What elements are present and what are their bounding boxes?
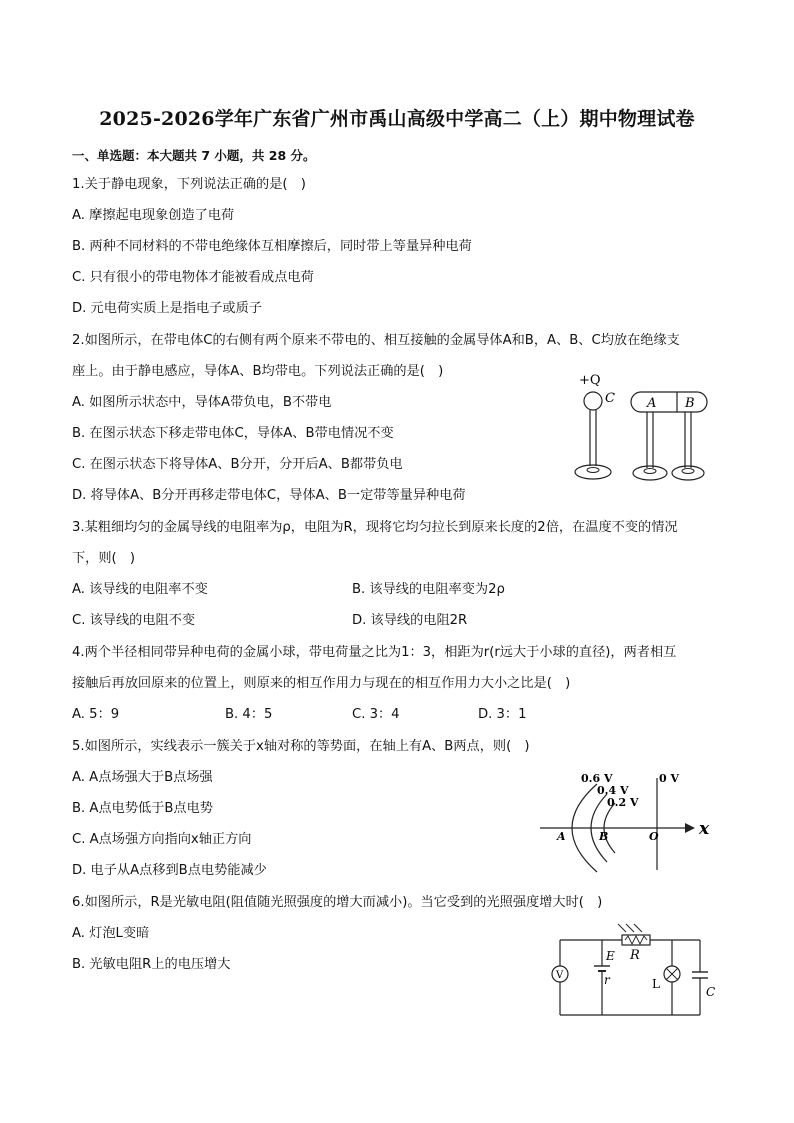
q2-option-b: B. 在图示状态下移走带电体C，导体A、B带电情况不变 (72, 426, 394, 441)
q6-option-a: A. 灯泡L变暗 (72, 926, 150, 941)
q1-option-d: D. 元电荷实质上是指电子或质子 (72, 301, 262, 316)
q5-fig-point-b: B (599, 830, 609, 843)
q3-stem-line2: 下，则( ) (72, 551, 136, 566)
q5-option-c: C. A点场强方向指向x轴正方向 (72, 832, 252, 847)
q5-fig-label-0: 0 V (659, 772, 680, 785)
q6-fig-label-r: R (630, 948, 640, 963)
q3-option-a: A. 该导线的电阻率不变 (72, 582, 208, 597)
q4-option-a: A. 5：9 (72, 707, 120, 722)
q6-circuit-figure (548, 922, 728, 1020)
q6-fig-label-l: L (652, 977, 660, 991)
q4-option-d: D. 3：1 (478, 707, 527, 722)
page-title: 2025-2026学年广东省广州市禹山高级中学高二（上）期中物理试卷 (99, 108, 695, 130)
q5-stem: 5.如图所示，实线表示一簇关于x轴对称的等势面，在轴上有A、B两点，则( ) (72, 739, 530, 754)
q6-fig-label-r-internal: r (604, 973, 610, 987)
q5-option-b: B. A点电势低于B点电势 (72, 801, 213, 816)
q6-option-b: B. 光敏电阻R上的电压增大 (72, 957, 231, 972)
q2-fig-label-a: A (647, 396, 657, 411)
q5-fig-label-06: 0.6 V (581, 772, 613, 785)
q5-fig-point-a: A (557, 830, 566, 843)
q2-fig-charge-label: +Q (579, 373, 601, 388)
q4-option-b: B. 4：5 (225, 707, 273, 722)
q2-stem-line2: 座上。由于静电感应，导体A、B均带电。下列说法正确的是( ) (72, 364, 444, 379)
q2-option-a: A. 如图所示状态中，导体A带负电，B不带电 (72, 395, 332, 410)
q5-fig-axis-arrow (685, 823, 695, 833)
q2-fig-conductors (631, 392, 707, 412)
q2-stem-line1: 2.如图所示，在带电体C的右侧有两个原来不带电的、相互接触的金属导体A和B，A、B、C均放在绝缘支 (72, 333, 680, 348)
q2-option-d: D. 将导体A、B分开再移走带电体C，导体A、B一定带等量异种电荷 (72, 488, 466, 503)
q1-option-c: C. 只有很小的带电物体才能被看成点电荷 (72, 270, 314, 285)
q3-option-c: C. 该导线的电阻不变 (72, 613, 196, 628)
q1-option-a: A. 摩擦起电现象创造了电荷 (72, 208, 235, 223)
q2-fig-label-b: B (685, 396, 695, 411)
q4-stem-line2: 接触后再放回原来的位置上，则原来的相互作用力与现在的相互作用力大小之比是( ) (72, 676, 571, 691)
q6-stem: 6.如图所示，R是光敏电阻(阻值随光照强度的增大而减小)。当它受到的光照强度增大时( ) (72, 895, 603, 910)
q2-fig-sphere-c (584, 392, 602, 410)
q4-option-c: C. 3：4 (352, 707, 400, 722)
q1-stem: 1.关于静电现象，下列说法正确的是( ) (72, 177, 306, 192)
q1-option-b: B. 两种不同材料的不带电绝缘体互相摩擦后，同时带上等量异种电荷 (72, 239, 472, 254)
q5-fig-label-04: 0.4 V (597, 784, 629, 797)
q2-fig-label-c: C (605, 391, 615, 406)
q5-fig-origin: O (649, 830, 659, 843)
q3-option-d: D. 该导线的电阻2R (352, 613, 468, 628)
q5-fig-x-label: x (699, 819, 710, 839)
q6-fig-label-c: C (706, 985, 716, 999)
q5-fig-label-02: 0.2 V (607, 796, 639, 809)
q2-figure (565, 368, 725, 488)
q4-stem-line1: 4.两个半径相同带异种电荷的金属小球，带电荷量之比为1：3，相距为r(r远大于小球的直径)，两者相互 (72, 645, 677, 660)
q6-fig-voltmeter-label: V (556, 970, 564, 981)
q5-figure (535, 770, 725, 875)
q3-stem-line1: 3.某粗细均匀的金属导线的电阻率为ρ，电阻为R，现将它均匀拉长到原来长度的2倍，在温度不变的情况 (72, 520, 678, 535)
q6-fig-label-e: E (606, 949, 615, 963)
section-heading: 一、单选题：本大题共 7 小题，共 28 分。 (72, 148, 316, 163)
q5-option-a: A. A点场强大于B点场强 (72, 770, 213, 785)
q2-option-c: C. 在图示状态下将导体A、B分开，分开后A、B都带负电 (72, 457, 403, 472)
q3-option-b: B. 该导线的电阻率变为2ρ (352, 582, 505, 597)
q5-option-d: D. 电子从A点移到B点电势能减少 (72, 863, 267, 878)
